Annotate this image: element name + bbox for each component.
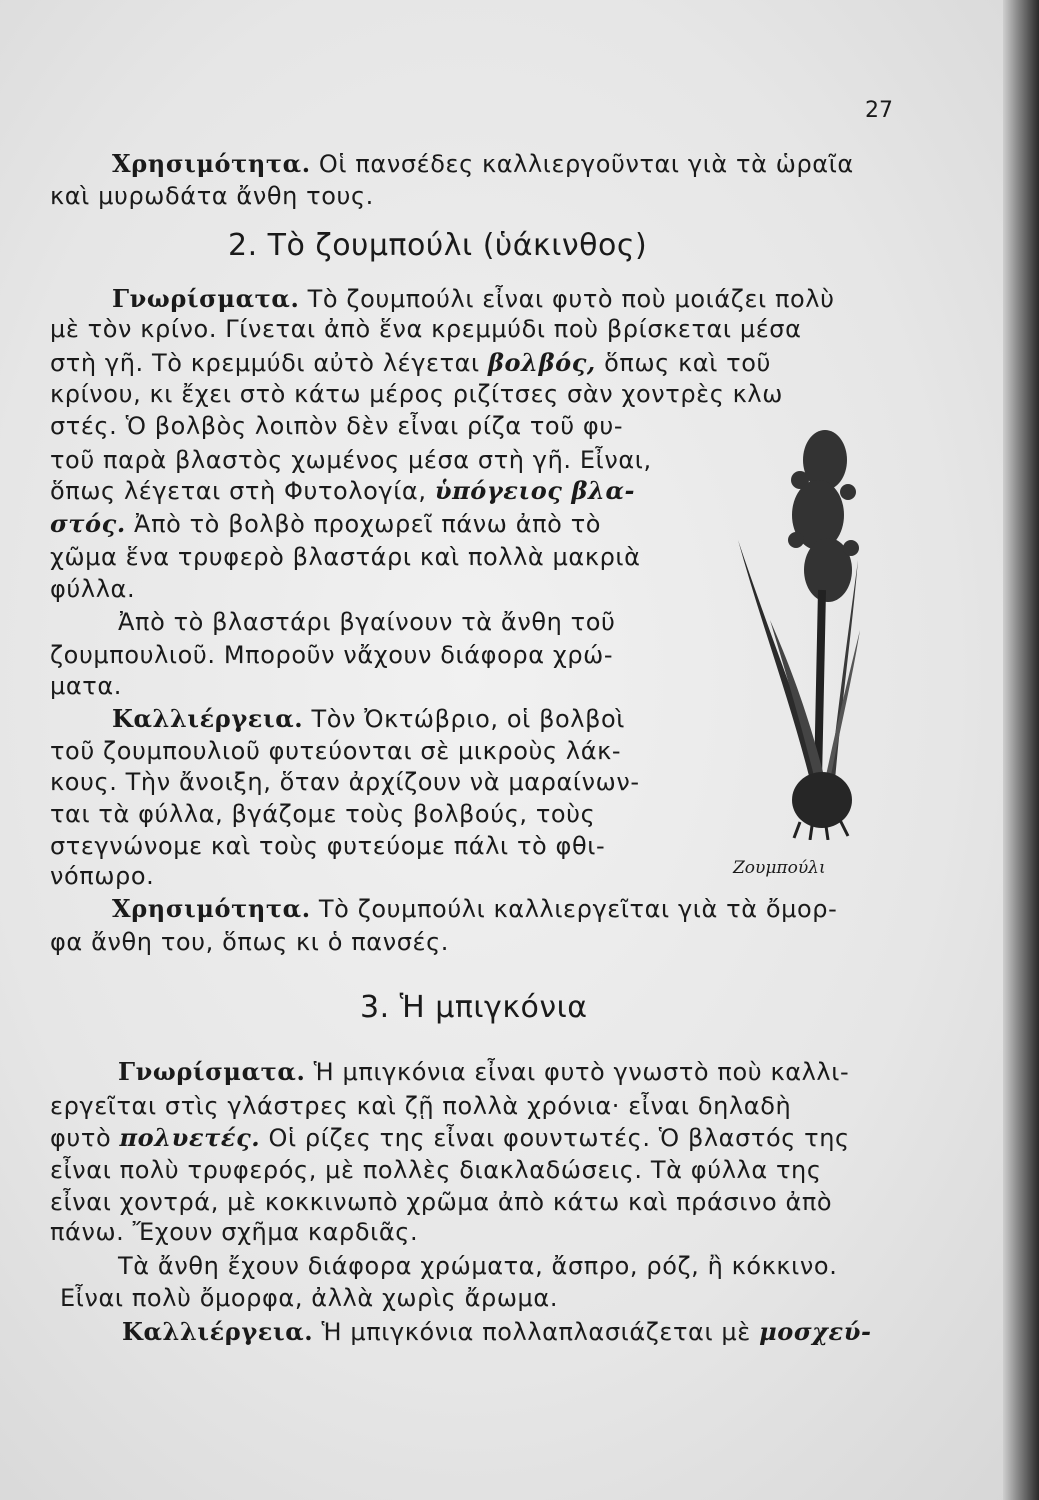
text-span: κρίνου, κι ἔχει στὸ κάτω μέρος ριζίτσες σὰν χοντρὲς κλω [50,380,783,408]
text-line [50,928,449,956]
text-line [50,672,122,700]
text-line [50,477,635,505]
text-span: μὲ τὸν κρίνο. Γίνεται ἀπὸ ἕνα κρεμμύδι ποὺ βρίσκεται μέσα [50,315,802,343]
italic-term: βολβός, [488,348,596,377]
text-line [112,895,837,923]
text-line [50,575,135,603]
figure-caption: Ζουμπούλι [733,858,826,878]
text-span: Τὸ ζουμπούλι καλλιεργεῖται γιὰ τὰ ὄμορ- [310,895,838,923]
hyacinth-illustration [730,420,880,840]
text-span: ζουμπουλιοῦ. Μποροῦν νἄχουν διάφορα χρώ- [50,641,614,669]
text-line [50,1218,418,1246]
text-line [50,800,595,828]
text-span: κους. Τὴν ἄνοιξη, ὅταν ἀρχίζουν νὰ μαραίνων- [50,768,640,796]
text-span: Τὸν Ὀκτώβριο, οἱ βολβοὶ [303,705,626,733]
page-number: 27 [865,98,893,123]
text-span: στὴ γῆ. Τὸ κρεμμύδι αὐτὸ λέγεται [50,349,488,377]
text-span: ται τὰ φύλλα, βγάζομε τοὺς βολβούς, τοὺς [50,800,596,828]
bold-term: Χρησιμότητα. [112,149,311,178]
text-line [50,380,783,408]
text-span: εργεῖται στὶς γλάστρες καὶ ζῇ πολλὰ χρόνια· εἶναι δηλαδὴ [50,1092,792,1120]
text-line [112,705,625,733]
text-span: Οἱ ρίζες της εἶναι φουντωτές. Ὁ βλαστός της [260,1124,850,1152]
text-line [50,1156,822,1184]
italic-term: στός. [50,509,126,538]
text-span: ματα. [50,672,122,700]
bold-term: Γνωρίσματα. [118,1057,306,1086]
text-span: Ἡ μπιγκόνια εἶναι φυτὸ γνωστὸ ποὺ καλλι- [305,1058,850,1086]
text-line [50,510,601,538]
bold-term: Καλλιέργεια. [112,704,304,733]
text-span: τοῦ παρὰ βλαστὸς χωμένος μέσα στὴ γῆ. Εἶναι, [50,446,652,474]
text-line [50,446,652,474]
hyacinth-bulb [792,772,852,828]
text-line [50,412,623,440]
text-span: Ἡ μπιγκόνια πολλαπλασιάζεται μὲ [313,1318,760,1346]
text-span: Εἶναι πολὺ ὄμορφα, ἀλλὰ χωρὶς ἄρωμα. [60,1284,559,1312]
text-line [50,737,621,765]
bold-term: Γνωρίσματα. [112,284,300,313]
text-span: εἶναι χοντρά, μὲ κοκκινωπὸ χρῶμα ἀπὸ κάτω καὶ πράσινο ἀπὸ [50,1188,833,1216]
text-span: νόπωρο. [50,862,155,890]
text-span: ὅπως καὶ τοῦ [595,349,771,377]
hyacinth-flower-cluster [788,430,859,602]
text-line [50,832,605,860]
text-span: πάνω. Ἔχουν σχῆμα καρδιᾶς. [50,1218,419,1246]
text-span: φύλλα. [50,575,136,603]
text-span: Ἀπὸ τὸ βολβὸ προχωρεῖ πάνω ἀπὸ τὸ [125,510,602,538]
text-line [50,1124,850,1152]
italic-term: μοσχεύ- [759,1317,872,1346]
text-line [50,641,613,669]
text-line [50,768,640,796]
text-line [118,608,616,636]
text-span: στεγνώνομε καὶ τοὺς φυτεύομε πάλι τὸ φθι- [50,832,606,860]
text-line [50,543,641,571]
text-span: καὶ μυρωδάτα ἄνθη τους. [50,182,374,210]
italic-term: πολυετές. [119,1123,261,1152]
text-line [60,1284,558,1312]
italic-term: ὑπόγειος βλα- [434,476,636,505]
text-span: ὅπως λέγεται στὴ Φυτολογία, [50,477,435,505]
text-line [50,349,771,377]
text-line [50,1092,791,1120]
text-span: Οἱ πανσέδες καλλιεργοῦνται γιὰ τὰ ὡραῖα [310,150,854,178]
text-line [112,285,835,313]
book-spine-shadow [1003,0,1039,1500]
text-line [50,315,802,343]
text-span: στές. Ὁ βολβὸς λοιπὸν δὲν εἶναι ρίζα τοῦ φυ- [50,412,624,440]
text-line [50,862,154,890]
bold-term: Χρησιμότητα. [112,894,311,923]
text-line [112,150,854,178]
text-span: Τὰ ἄνθη ἔχουν διάφορα χρώματα, ἄσπρο, ρόζ, ἢ κόκκινο. [118,1252,838,1280]
text-line [118,1058,849,1086]
text-line [122,1318,872,1346]
text-span: τοῦ ζουμπουλιοῦ φυτεύονται σὲ μικροὺς λάκ- [50,737,622,765]
text-span: φυτὸ [50,1124,120,1152]
text-line [50,1188,832,1216]
text-span: χῶμα ἕνα τρυφερὸ βλαστάρι καὶ πολλὰ μακριὰ [50,543,641,571]
text-span: Ἀπὸ τὸ βλαστάρι βγαίνουν τὰ ἄνθη τοῦ [118,608,616,636]
text-line [118,1252,837,1280]
text-span: εἶναι πολὺ τρυφερός, μὲ πολλὲς διακλαδώσεις. Τὰ φύλλα της [50,1156,822,1184]
text-span: Τὸ ζουμπούλι εἶναι φυτὸ ποὺ μοιάζει πολὺ [299,285,835,313]
text-line [50,182,374,210]
bold-term: Καλλιέργεια. [122,1317,314,1346]
text-span: φα ἄνθη του, ὅπως κι ὁ πανσές. [50,928,450,956]
heading-hyacinth: 2. Τὸ ζουμπούλι (ὑάκινθος) [228,228,648,263]
heading-begonia: 3. Ἡ μπιγκόνια [360,990,588,1025]
